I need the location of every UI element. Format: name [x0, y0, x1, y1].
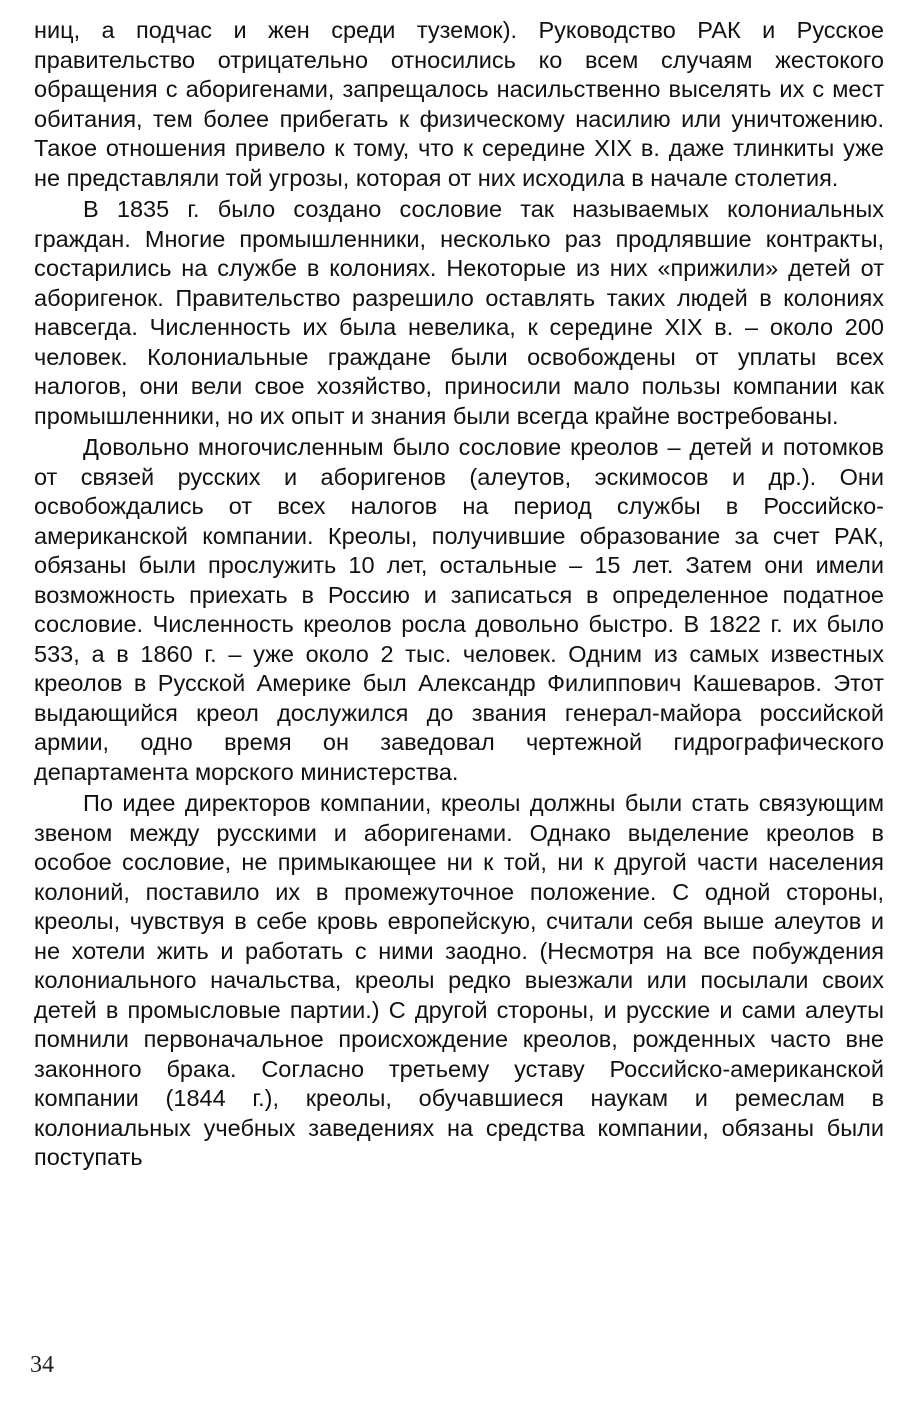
paragraph-1: ниц, а подчас и жен среди туземок). Руководство РАК и Русское правительство отрицательно относились ко всем случаям жестокого обращения с аборигенами, запрещалось насильственно выселять их с мест обитания, тем более прибегать к физическому насилию или уничтожению. Такое отношения привело к тому, что к середине XIX в. даже тлинкиты уже не представляли той угрозы, которая от них исходила в начале столетия. — [34, 17, 884, 191]
paragraph-4: По идее директоров компании, креолы должны были стать связующим звеном между русскими и аборигенами. Однако выделение креолов в особое сословие, не примыкающее ни к той, ни к другой части населения колоний, поставило их в промежуточное положение. С одной стороны, креолы, чувствуя в себе кровь европейскую, считали себя выше алеутов и не хотели жить и работать с ними заодно. (Несмотря на все побуждения колониального начальства, креолы редко выезжали или посылали своих детей в промысловые партии.) С другой стороны, и русские и сами алеуты помнили первоначальное происхождение креолов, рожденных часто вне законного брака. Согласно третьему уставу Российско-американской компании (1844 г.), креолы, обучавшиеся наукам и ремеслам в колониальных учебных заведениях на средства компании, обязаны были поступать — [34, 790, 884, 1170]
paragraph-3: Довольно многочисленным было сословие креолов – детей и потомков от связей русских и аборигенов (алеутов, эскимосов и др.). Они освобождались от всех налогов на период службы в Российско-американской компании. Креолы, получившие образование за счет РАК, обязаны были прослужить 10 лет, остальные – 15 лет. Затем они имели возможность приехать в Россию и записаться в определенное податное сословие. Численность креолов росла довольно быстро. В 1822 г. их было 533, а в 1860 г. – уже около 2 тыс. человек. Одним из самых известных креолов в Русской Америке был Александр Филиппович Кашеваров. Этот выдающийся креол дослужился до звания генерал-майора российской армии, одно время он заведовал чертежной гидрографического департамента морского министерства. — [34, 434, 884, 785]
body-text — [34, 16, 884, 1173]
paragraph-2: В 1835 г. было создано сословие так называемых колониальных граждан. Многие промышленники, несколько раз продлявшие контракты, состарились на службе в колониях. Некоторые из них «прижили» детей от аборигенок. Правительство разрешило оставлять таких людей в колониях навсегда. Численность их была невелика, к середине XIX в. – около 200 человек. Колониальные граждане были освобождены от уплаты всех налогов, они вели свое хозяйство, приносили мало пользы компании как промышленники, но их опыт и знания были всегда крайне востребованы. — [34, 196, 884, 429]
page-number: 34 — [30, 1352, 54, 1378]
